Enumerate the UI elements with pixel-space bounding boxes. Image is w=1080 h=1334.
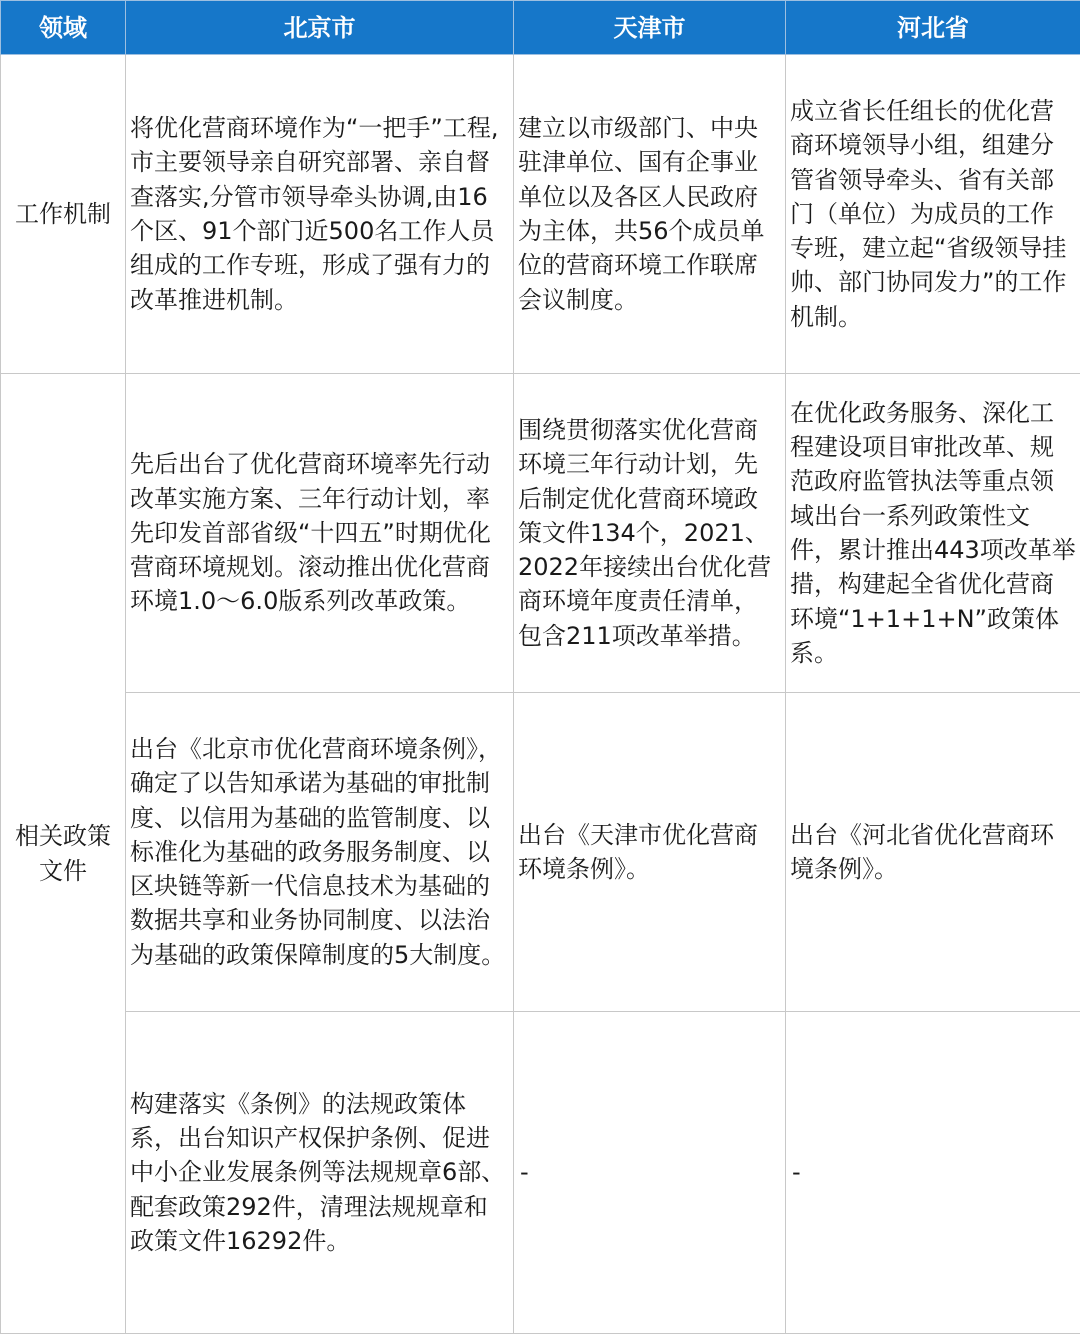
hebei-cell: 成立省长任组长的优化营商环境领导小组，组建分管省领导牵头、省有关部门（单位）为成员的工作专班，建立起“省级领导挂帅、部门协同发力”的工作机制。 — [786, 55, 1080, 374]
table-row — [1, 55, 1080, 374]
table-row — [1, 374, 1080, 693]
tianjin-cell: 围绕贯彻落实优化营商环境三年行动计划，先后制定优化营商环境政策文件134个，2021、2022年接续出台优化营商环境年度责任清单，包含211项改革举措。 — [514, 374, 786, 693]
domain-cell: 相关政策文件 — [1, 374, 126, 1334]
domain-cell: 工作机制 — [1, 55, 126, 374]
table-row — [1, 1012, 1080, 1334]
beijing-cell: 出台《北京市优化营商环境条例》，确定了以告知承诺为基础的审批制度、以信用为基础的监管制度、以标准化为基础的政务服务制度、以区块链等新一代信息技术为基础的数据共享和业务协同制度、以法治为基础的政策保障制度的5大制度。 — [126, 693, 514, 1012]
hebei-cell: 出台《河北省优化营商环境条例》。 — [786, 693, 1080, 1012]
header-row — [1, 1, 1080, 55]
tianjin-cell: 建立以市级部门、中央驻津单位、国有企事业单位以及各区人民政府为主体，共56个成员单位的营商环境工作联席会议制度。 — [514, 55, 786, 374]
beijing-cell: 先后出台了优化营商环境率先行动改革实施方案、三年行动计划，率先印发首部省级“十四五”时期优化营商环境规划。滚动推出优化营商环境1.0～6.0版系列改革政策。 — [126, 374, 514, 693]
header-domain: 领域 — [1, 1, 126, 55]
header-tianjin: 天津市 — [514, 1, 786, 55]
table-row — [1, 693, 1080, 1012]
tianjin-cell: 出台《天津市优化营商环境条例》。 — [514, 693, 786, 1012]
header-hebei: 河北省 — [786, 1, 1080, 55]
hebei-cell: 在优化政务服务、深化工程建设项目审批改革、规范政府监管执法等重点领域出台一系列政策性文件，累计推出443项改革举措，构建起全省优化营商环境“1+1+1+N”政策体系。 — [786, 374, 1080, 693]
tianjin-cell: - — [514, 1012, 786, 1334]
beijing-cell: 构建落实《条例》的法规政策体系，出台知识产权保护条例、促进中小企业发展条例等法规规章6部、配套政策292件，清理法规规章和政策文件16292件。 — [126, 1012, 514, 1334]
hebei-cell: - — [786, 1012, 1080, 1334]
header-beijing: 北京市 — [126, 1, 514, 55]
beijing-cell: 将优化营商环境作为“一把手”工程,市主要领导亲自研究部署、亲自督查落实,分管市领导牵头协调,由16个区、91个部门近500名工作人员组成的工作专班，形成了强有力的改革推进机制。 — [126, 55, 514, 374]
